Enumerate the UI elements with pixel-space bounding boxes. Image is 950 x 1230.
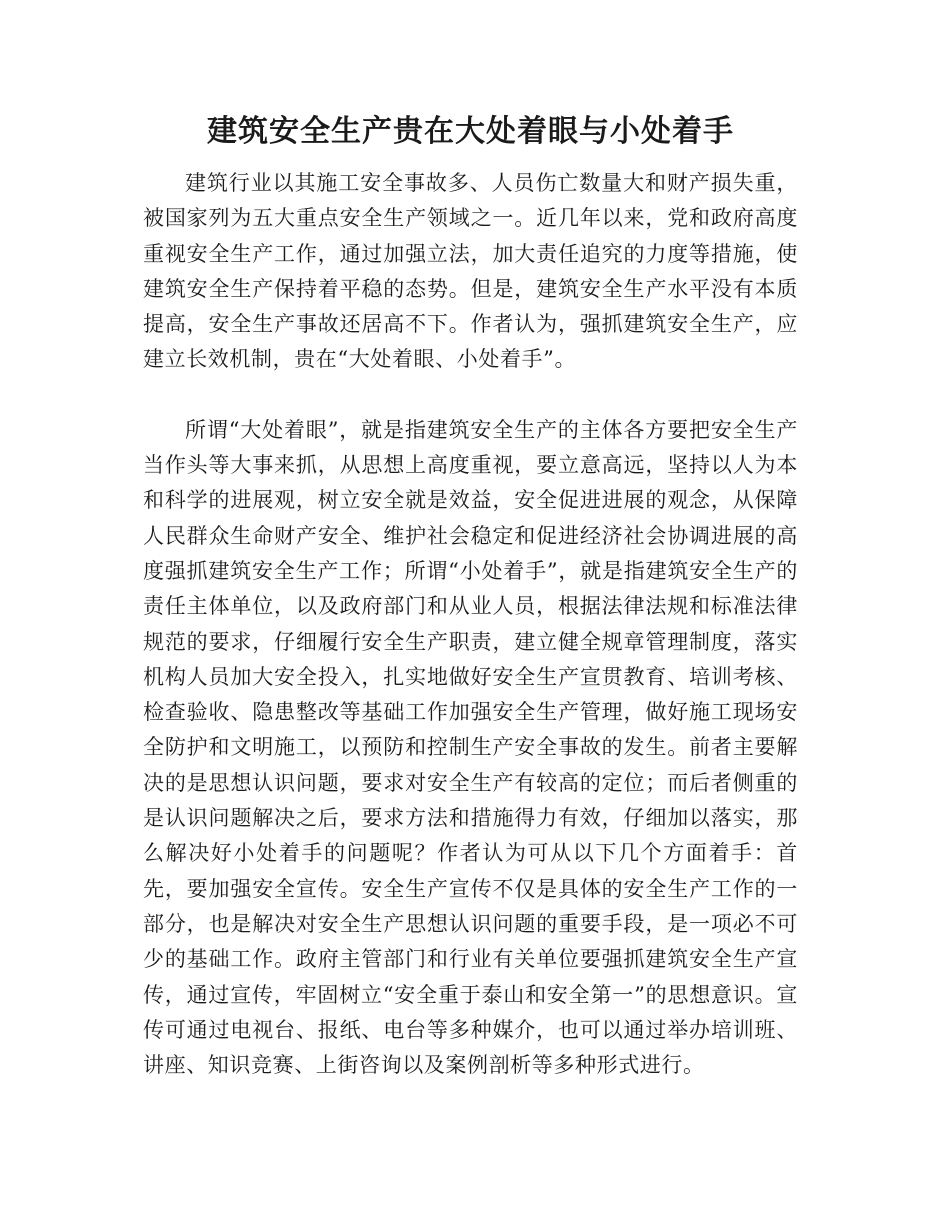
- document-page: [143, 100, 798, 1083]
- document-title: 建筑安全生产贵在大处着眼与小处着手: [207, 114, 734, 149]
- paragraph-intro: 建筑行业以其施工安全事故多、人员伤亡数量大和财产损失重，被国家列为五大重点安全生产领域之一。近几年以来，党和政府高度重视安全生产工作，通过加强立法，加大责任追究的力度等措施，使建筑安全生产保持着平稳的态势。但是，建筑安全生产水平没有本质提高，安全生产事故还居高不下。作者认为，强抓建筑安全生产，应建立长效机制，贵在“大处着眼、小处着手”。: [143, 171, 798, 372]
- paragraph-body: 所谓“大处着眼”，就是指建筑安全生产的主体各方要把安全生产当作头等大事来抓，从思想上高度重视，要立意高远，坚持以人为本和科学的进展观，树立安全就是效益，安全促进进展的观念，从保障人民群众生命财产安全、维护社会稳定和促进经济社会协调进展的高度强抓建筑安全生产工作；所谓“小处着手”，就是指建筑安全生产的责任主体单位，以及政府部门和从业人员，根据法律法规和标准法律规范的要求，仔细履行安全生产职责，建立健全规章管理制度，落实机构人员加大安全投入，扎实地做好安全生产宣贯教育、培训考核、检查验收、隐患整改等基础工作加强安全生产管理，做好施工现场安全防护和文明施工，以预防和控制生产安全事故的发生。前者主要解决的是思想认识问题，要求对安全生产有较高的定位；而后者侧重的是认识问题解决之后，要求方法和措施得力有效，仔细加以落实，那么解决好小处着手的问题呢？作者认为可从以下几个方面着手：首先，要加强安全宣传。安全生产宣传不仅是具体的安全生产工作的一部分，也是解决对安全生产思想认识问题的重要手段，是一项必不可少的基础工作。政府主管部门和行业有关单位要强抓建筑安全生产宣传，通过宣传，牢固树立“安全重于泰山和安全第一”的思想意识。宣传可通过电视台、报纸、电台等多种媒介，也可以通过举办培训班、讲座、知识竞赛、上街咨询以及案例剖析等多种形式进行。: [143, 417, 798, 1078]
